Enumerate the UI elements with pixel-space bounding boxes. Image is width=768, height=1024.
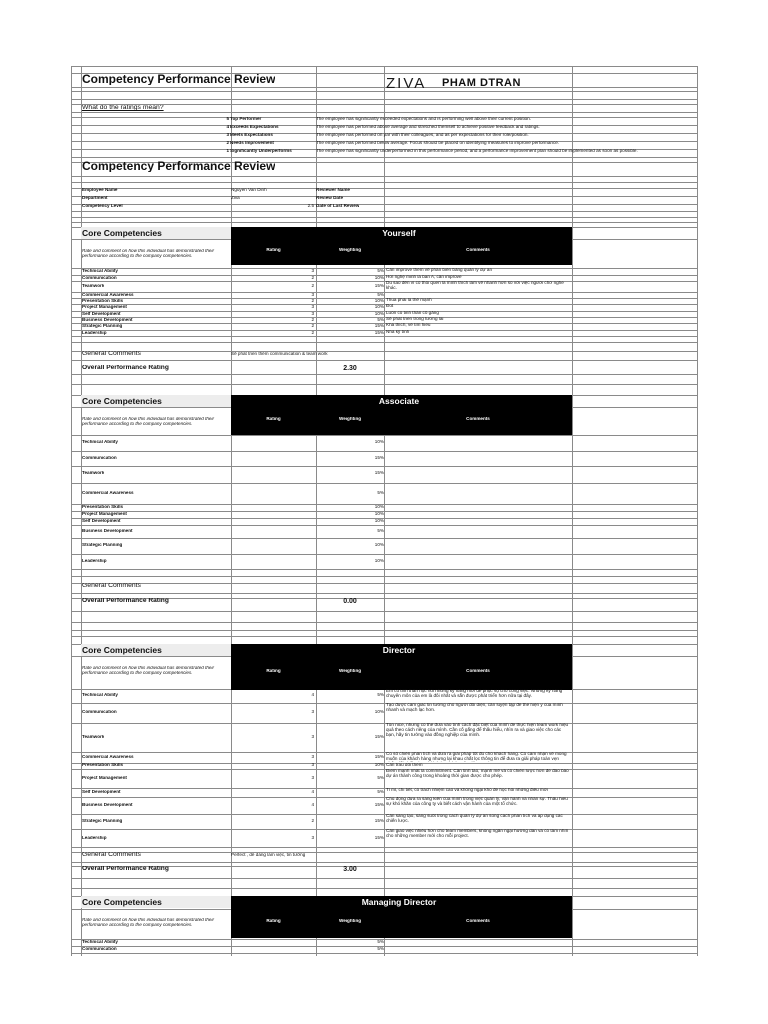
weighting-cell: 5%	[377, 776, 384, 780]
comment-cell[interactable]: Cần trau dồi thêm	[386, 763, 423, 767]
comment-cell[interactable]	[386, 511, 569, 517]
competency-name: Business Development	[82, 529, 133, 533]
competency-name: Technical Ability	[82, 440, 118, 444]
rating-cell[interactable]: 4	[311, 803, 314, 807]
rating-column-header: Rating	[266, 248, 281, 252]
weighting-cell: 10%	[374, 505, 384, 509]
rating-cell[interactable]: 4	[311, 790, 314, 794]
competency-name: Presentation Skills	[82, 299, 124, 303]
comment-cell[interactable]: Đot	[386, 304, 394, 308]
grid-column-line	[71, 66, 72, 956]
rating-score: 2	[226, 141, 229, 145]
last-review-label: Date of Last Review	[316, 204, 360, 208]
comment-cell[interactable]	[386, 538, 569, 553]
comment-cell[interactable]: Chủ động đưa ra sáng kiến của mình trong việc quản lý, vận hành và nhân sự. Thấu hiểu sự khó khăn của công ty và biết cách vận hành của một tổ chức.	[386, 797, 568, 806]
weighting-cell: 5%	[377, 947, 384, 951]
comment-cell[interactable]: Cần sáng tạo, sáng suốt trong cách quản lý dự án song cách phân tích và áp dụng các chiến lược.	[386, 814, 563, 823]
comment-cell[interactable]: Tôn nice, nhưng có thể đưa vào tính cách đặc biệt của mình để thực hiện team work hiệu quả theo cách riêng của mình. Cần cố gắng để thấu hiểu, nhìn ra và giao việc cho các bạn, hãy tin tưởng vào đồng nghiệp của mình.	[386, 723, 569, 737]
rating-cell[interactable]: 2	[311, 324, 314, 328]
comment-cell[interactable]	[386, 554, 569, 569]
competency-name: Self Development	[82, 519, 121, 523]
weighting-cell: 10%	[374, 440, 384, 444]
comment-cell[interactable]: Dù sao đến vì có thói quen là mình thích làm về nhanh hơn so với việc người chờ nghe khác.	[386, 281, 564, 290]
form-title: Competency Performance Review	[82, 160, 276, 172]
rating-cell[interactable]: 2	[311, 331, 314, 335]
reviewer-name-label: Reviewer Name	[316, 188, 350, 192]
section-title: Associate	[378, 397, 420, 406]
weighting-cell: 15%	[374, 471, 384, 475]
section-title: Managing Director	[361, 898, 437, 907]
weighting-cell: 10%	[374, 276, 384, 280]
brand-name: PHAM DTRAN	[442, 78, 521, 89]
competency-name: Business Development	[82, 318, 133, 322]
competency-name: Leadership	[82, 331, 107, 335]
competency-name: Business Development	[82, 803, 133, 807]
rating-label: Meets Expectations	[230, 133, 273, 137]
rating-label: Exceeds Expectations	[230, 125, 279, 129]
comment-cell[interactable]	[386, 939, 569, 945]
competency-name: Commercial Awareness	[82, 755, 134, 759]
rating-cell[interactable]: 3	[311, 305, 314, 309]
weighting-cell: 15%	[374, 735, 384, 739]
rating-cell[interactable]: 3	[311, 293, 314, 297]
competency-name: Project Management	[82, 776, 127, 780]
general-comments-label: General Comments	[82, 852, 141, 858]
comments-column-header: Comments	[466, 669, 490, 673]
rating-score: 4	[226, 125, 229, 129]
core-competencies-title: Core Competencies	[82, 397, 162, 406]
competency-name: Communication	[82, 456, 117, 460]
competency-name: Strategic Planning	[82, 819, 123, 823]
competency-level-label: Competency Level	[82, 204, 123, 208]
weighting-cell: 15%	[374, 284, 384, 288]
competency-name: Project Management	[82, 305, 127, 309]
comment-cell[interactable]	[386, 466, 569, 481]
weighting-cell: 10%	[374, 519, 384, 523]
comment-cell[interactable]: Tỉ mỉ, chi tiết, có trách nhiệm cao và không ngại khó để học hỏi những điều mới	[386, 788, 548, 792]
rating-cell[interactable]: 2	[311, 284, 314, 288]
weighting-cell: 10%	[374, 299, 384, 303]
comment-cell[interactable]	[386, 435, 569, 450]
competency-name: Leadership	[82, 559, 107, 563]
rating-cell[interactable]: 2	[311, 819, 314, 823]
weighting-cell: 5%	[377, 790, 384, 794]
comment-cell[interactable]: Khá thích, về tìm hiểu	[386, 323, 431, 327]
page-title: Competency Performance Review	[82, 73, 276, 85]
rating-label: Significantly Underperforms	[230, 149, 292, 153]
comment-cell[interactable]: Thua phải là thế mạnh	[386, 298, 432, 302]
grid-column-line	[697, 66, 698, 956]
section-title: Director	[382, 646, 416, 655]
comment-cell[interactable]: Có số chiến phân tích và đưa ra giải pháp tốt đủ cho khách hàng. Có cảm nhận về mong muốn của khách hàng nhưng lại khau chất lọc thông tin để đưa ra giải pháp toàn vẹn	[386, 752, 567, 761]
competency-name: Self Development	[82, 312, 121, 316]
review-date-label: Review Date	[316, 196, 344, 200]
spreadsheet	[71, 66, 697, 956]
competency-name: Commercial Awareness	[82, 293, 134, 297]
overall-rating-label: Overall Performance Rating	[82, 365, 169, 371]
rating-cell[interactable]: 3	[311, 735, 314, 739]
competency-name: Presentation Skills	[82, 505, 124, 509]
weighting-cell: 10%	[374, 710, 384, 714]
employee-name-label: Employee Name	[82, 188, 118, 192]
overall-rating-value: 2.30	[343, 365, 357, 372]
competency-name: Technical Ability	[82, 269, 118, 273]
competency-name: Technical Ability	[82, 693, 118, 697]
comment-cell[interactable]: Cần giao việc nhiều hơn cho team members, không ngần ngại hướng dẫn và có tâm nhìn cho những member mới cho mỗi project.	[386, 829, 569, 838]
weighting-cell: 5%	[377, 693, 384, 697]
overall-rating-value: 3.00	[343, 866, 357, 873]
comments-column-header: Comments	[466, 417, 490, 421]
competency-name: Self Development	[82, 790, 121, 794]
overall-rating-value: 0.00	[343, 598, 357, 605]
rating-description: The employee has significantly exceeded expectations and is performing well above their current position.	[316, 117, 532, 121]
competency-name: Project Management	[82, 512, 127, 516]
department-label: Department	[82, 196, 108, 200]
comment-cell[interactable]: Tạo được cảm giác tin tưởng cho người đối diện, cần luyện tập để thể hiện ý của mình nhanh và mạch lạc hơn.	[386, 703, 563, 712]
weighting-column-header: Weighting	[338, 248, 362, 252]
core-competencies-title: Core Competencies	[82, 229, 162, 238]
employee-name-value[interactable]: Nguyen Van Dinh	[231, 188, 267, 192]
weighting-column-header: Weighting	[338, 919, 362, 923]
general-comments-label: General Comments	[82, 351, 141, 357]
rating-cell[interactable]: 2	[311, 318, 314, 322]
section-instruction: Rate and comment on how this individual has demonstrated their performance according to the company competencies.	[82, 249, 215, 258]
rating-cell[interactable]: 3	[311, 269, 314, 273]
section-instruction: Rate and comment on how this individual has demonstrated their performance according to the company competencies.	[82, 918, 215, 927]
overall-rating-label: Overall Performance Rating	[82, 598, 169, 604]
weighting-cell: 5%	[377, 529, 384, 533]
comment-cell[interactable]: Cần improve thêm về phân biên bảng quản lý dự án	[386, 268, 492, 272]
rating-cell[interactable]: 4	[311, 693, 314, 697]
weighting-cell: 15%	[374, 819, 384, 823]
competency-name: Commercial Awareness	[82, 491, 134, 495]
competency-name: Strategic Planning	[82, 543, 123, 547]
rating-cell[interactable]: 3	[311, 755, 314, 759]
weighting-cell: 15%	[374, 331, 384, 335]
rating-label: Top Performer	[230, 117, 262, 121]
competency-name: Presentation Skills	[82, 763, 124, 767]
rating-cell[interactable]: 2	[311, 276, 314, 280]
weighting-cell: 10%	[374, 543, 384, 547]
section-instruction: Rate and comment on how this individual has demonstrated their performance according to the company competencies.	[82, 666, 215, 675]
core-competencies-title: Core Competencies	[82, 898, 162, 907]
rating-score: 5	[226, 117, 229, 121]
weighting-cell: 5%	[377, 940, 384, 944]
weighting-cell: 10%	[374, 305, 384, 309]
weighting-column-header: Weighting	[338, 417, 362, 421]
comments-column-header: Comments	[466, 919, 490, 923]
section-instruction: Rate and comment on how this individual has demonstrated their performance according to the company competencies.	[82, 417, 215, 426]
competency-name: Technical Ability	[82, 940, 118, 944]
weighting-cell: 15%	[374, 324, 384, 328]
weighting-cell: 15%	[374, 836, 384, 840]
department-value[interactable]: Ziva	[231, 196, 240, 200]
weighting-cell: 5%	[377, 293, 384, 297]
weighting-cell: 15%	[374, 803, 384, 807]
competency-name: Teamwork	[82, 284, 105, 288]
core-competencies-title: Core Competencies	[82, 646, 162, 655]
comment-cell[interactable]: Nhà kỹ tính	[386, 330, 410, 334]
general-comments-value[interactable]: Sẽ phát triển thêm communication & team work	[231, 352, 328, 356]
comment-cell[interactable]: Điểm mạnh nhất là commitment. Cần tỉnh táo, mạnh mẽ và có chiến lược hơn để đảo bảo dự án thành công trong khoảng thời gian được cho phép.	[386, 769, 569, 778]
rating-cell[interactable]: 3	[311, 776, 314, 780]
comment-cell[interactable]: Luôn có tinh thần cố gắng	[386, 311, 439, 315]
competency-name: Teamwork	[82, 735, 105, 739]
competency-name: Strategic Planning	[82, 324, 123, 328]
competency-name: Communication	[82, 947, 117, 951]
comment-cell[interactable]	[386, 504, 569, 510]
general-comments-label: General Comments	[82, 583, 141, 589]
comment-cell[interactable]	[386, 518, 569, 524]
weighting-cell: 5%	[377, 318, 384, 322]
competency-level-value[interactable]: 2.5	[307, 204, 314, 208]
grid-column-line	[572, 66, 573, 956]
rating-label: Needs Improvement	[230, 141, 274, 145]
weighting-cell: 5%	[377, 491, 384, 495]
rating-score: 1	[226, 149, 229, 153]
comments-column-header: Comments	[466, 248, 490, 252]
rating-description: The employee has performed on par with their colleagues, and as per expectations for their role/position.	[316, 133, 529, 137]
weighting-cell: 15%	[374, 755, 384, 759]
weighting-cell: 10%	[374, 763, 384, 767]
comment-cell[interactable]	[386, 483, 569, 503]
rating-cell[interactable]: 3	[311, 312, 314, 316]
comment-cell[interactable]: Hơi nghệ minh là ban A, cần improve	[386, 275, 462, 279]
weighting-cell: 5%	[377, 269, 384, 273]
comment-cell[interactable]: Em có tinh thần học hỏi những kỹ năng mới để phục vụ cho công việc. Những kỹ năng chuyên môn của em là đôi nhất và sẵn được phát triển hơn nữa tại đây.	[386, 689, 563, 698]
weighting-cell: 10%	[374, 312, 384, 316]
rating-description: The employee has significantly underperformed in this performance period, and a performance improvement plan should be implemented as soon as possible.	[316, 149, 638, 153]
grid-column-line	[384, 66, 385, 956]
brand-logo: ZIVA	[386, 76, 427, 91]
weighting-cell: 10%	[374, 512, 384, 516]
weighting-cell: 15%	[374, 456, 384, 460]
rating-description: The employee has performed above average and stretched themself to achieve positive feedback and ratings.	[316, 125, 540, 129]
overall-rating-label: Overall Performance Rating	[82, 866, 169, 872]
rating-score: 3	[226, 133, 229, 137]
weighting-cell: 10%	[374, 559, 384, 563]
competency-name: Leadership	[82, 836, 107, 840]
rating-cell[interactable]: 3	[311, 836, 314, 840]
comment-cell[interactable]: Sẽ phát triển trong tương lai	[386, 317, 444, 321]
weighting-column-header: Weighting	[338, 669, 362, 673]
comment-cell[interactable]	[386, 525, 569, 537]
rating-description: The employee has performed below average. Focus should be placed on identifying measures to improve performance.	[316, 141, 560, 145]
competency-name: Communication	[82, 710, 117, 714]
ratings-question: What do the ratings mean?	[82, 105, 164, 111]
rating-column-header: Rating	[266, 669, 281, 673]
competency-name: Communication	[82, 276, 117, 280]
rating-cell[interactable]: 3	[311, 763, 314, 767]
rating-cell[interactable]: 2	[311, 299, 314, 303]
section-title: Yourself	[382, 229, 416, 238]
comment-cell[interactable]	[386, 946, 569, 952]
competency-name: Teamwork	[82, 471, 105, 475]
general-comments-value[interactable]: Perfect , dễ dàng làm việc, tin tưởng	[231, 853, 306, 857]
rating-cell[interactable]: 3	[311, 710, 314, 714]
rating-column-header: Rating	[266, 417, 281, 421]
rating-column-header: Rating	[266, 919, 281, 923]
comment-cell[interactable]	[386, 451, 569, 466]
